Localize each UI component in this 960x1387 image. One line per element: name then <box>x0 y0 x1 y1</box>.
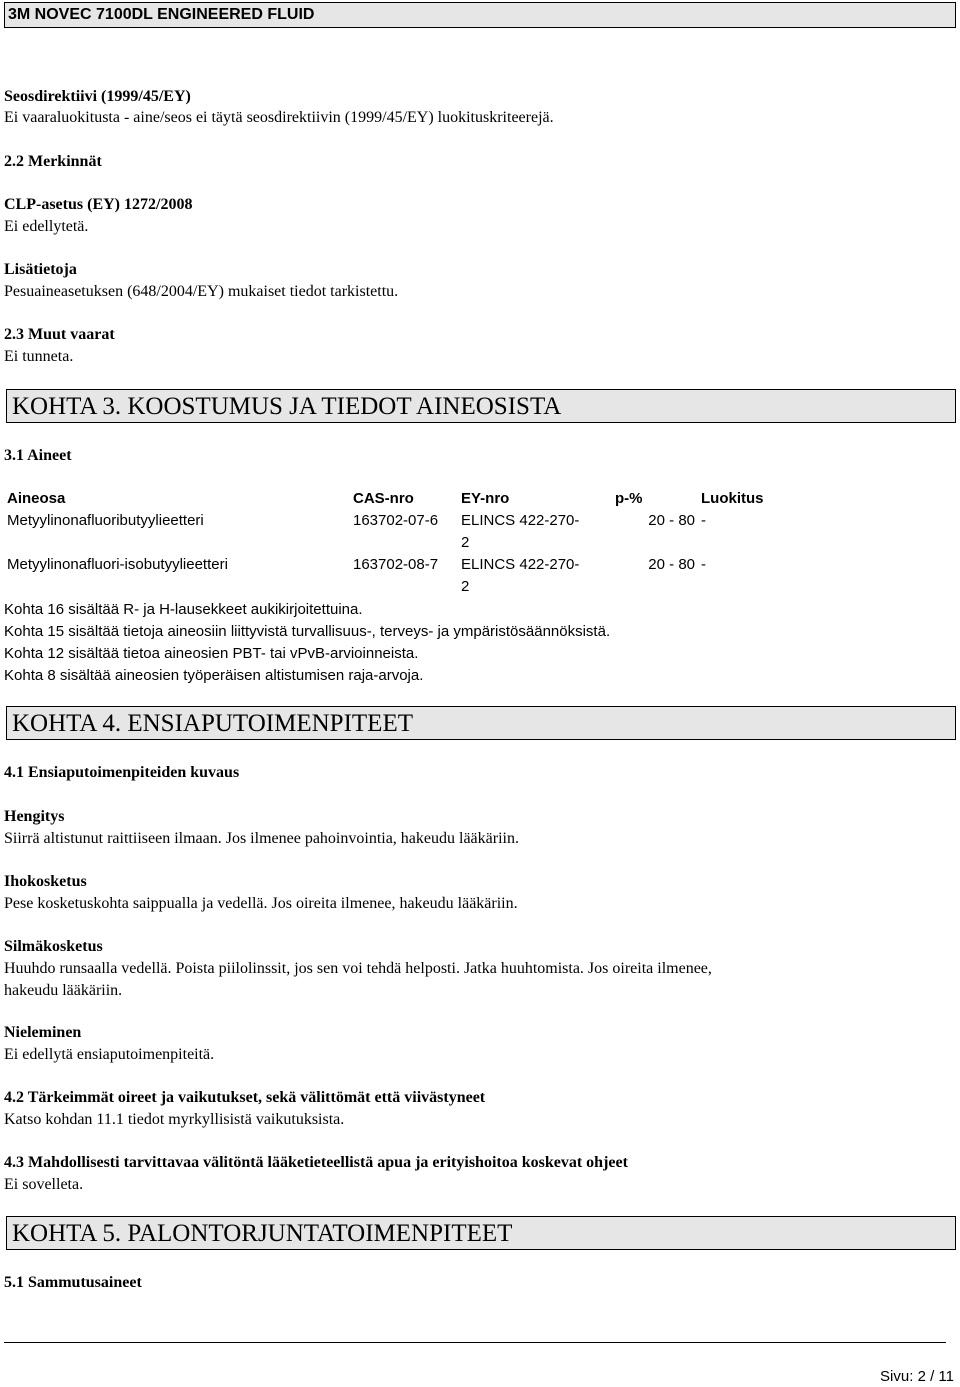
s51-heading: 5.1 Sammutusaineet <box>4 1274 142 1291</box>
section-3-banner <box>6 389 956 423</box>
col-header-aineosa: Aineosa <box>7 490 66 507</box>
s42-heading: 4.2 Tärkeimmät oireet ja vaikutukset, sekä välittömät että viivästyneet <box>4 1089 486 1106</box>
silmakosketus-heading: Silmäkosketus <box>4 938 103 955</box>
s23-text: Ei tunneta. <box>4 348 74 365</box>
table-row <box>4 510 767 554</box>
cell-ey-line1: ELINCS 422-270- <box>461 556 580 573</box>
note-kohta-16: Kohta 16 sisältää R- ja H-lausekkeet aukikirjoitettuina. <box>4 601 363 618</box>
note-kohta-8: Kohta 8 sisältää aineosien työperäisen altistumisen raja-arvoja. <box>4 667 424 684</box>
cell-ey-line1: ELINCS 422-270- <box>461 512 580 529</box>
s23-heading: 2.3 Muut vaarat <box>4 326 115 343</box>
lisatietoja-text: Pesuaineasetuksen (648/2004/EY) mukaiset tiedot tarkistettu. <box>4 283 399 300</box>
hengitys-text: Siirrä altistunut raittiiseen ilmaan. Jos ilmenee pahoinvointia, hakeudu lääkäriin. <box>4 830 519 847</box>
hengitys-heading: Hengitys <box>4 808 65 825</box>
cell-pct-high: 80 <box>678 556 695 573</box>
page-separator: / <box>930 1368 935 1385</box>
cell-cas: 163702-07-6 <box>353 512 439 529</box>
cell-ey-line2: 2 <box>461 534 470 551</box>
col-header-pct: p-% <box>615 490 643 507</box>
cell-pct-sep: - <box>669 556 675 573</box>
cell-cas: 163702-08-7 <box>353 556 439 573</box>
page-total: 11 <box>938 1368 954 1385</box>
section-5-banner <box>6 1216 956 1250</box>
document-header <box>4 2 956 28</box>
silmakosketus-text-2: hakeudu lääkäriin. <box>4 982 123 999</box>
cell-ey-line2: 2 <box>461 578 470 595</box>
col-header-luokitus: Luokitus <box>701 490 764 507</box>
s42-text: Katso kohdan 11.1 tiedot myrkyllisistä vaikutuksista. <box>4 1111 345 1128</box>
section-5-title: KOHTA 5. PALONTORJUNTATOIMENPITEET <box>12 1220 513 1247</box>
lisatietoja-heading: Lisätietoja <box>4 261 77 278</box>
nieleminen-text: Ei edellytä ensiaputoimenpiteitä. <box>4 1046 215 1063</box>
ingredients-table <box>4 488 767 598</box>
cell-ey <box>458 554 612 598</box>
table-header-row <box>4 488 767 510</box>
page-label: Sivu: <box>880 1368 914 1385</box>
cell-ey <box>458 510 612 554</box>
note-kohta-12: Kohta 12 sisältää tietoa aineosien PBT- tai vPvB-arvioinneista. <box>4 645 419 662</box>
ihokosketus-heading: Ihokosketus <box>4 873 87 890</box>
s22-heading: 2.2 Merkinnät <box>4 153 102 170</box>
product-title: 3M NOVEC 7100DL ENGINEERED FLUID <box>8 6 315 23</box>
silmakosketus-text-1: Huuhdo runsaalla vedellä. Poista piilolinssit, jos sen voi tehdä helposti. Jatka huuhtomista. Jos oireita ilmenee, <box>4 960 712 977</box>
footer-rule <box>4 1342 946 1343</box>
page-current: 2 <box>917 1368 926 1385</box>
ihokosketus-text: Pese kosketuskohta saippualla ja vedellä. Jos oireita ilmenee, hakeudu lääkäriin. <box>4 895 518 912</box>
clp-heading: CLP-asetus (EY) 1272/2008 <box>4 196 193 213</box>
cell-pct <box>612 510 698 554</box>
cell-pct-low: 20 <box>648 556 665 573</box>
nieleminen-heading: Nieleminen <box>4 1024 82 1041</box>
cell-pct-low: 20 <box>648 512 665 529</box>
s1-heading: Seosdirektiivi (1999/45/EY) <box>4 88 191 105</box>
cell-pct-sep: - <box>669 512 675 529</box>
s1-text: Ei vaaraluokitusta - aine/seos ei täytä seosdirektiivin (1999/45/EY) luokituskriteerejä. <box>4 109 554 126</box>
section-4-banner <box>6 706 956 740</box>
cell-pct <box>612 554 698 598</box>
col-header-cas: CAS-nro <box>353 490 414 507</box>
s31-heading: 3.1 Aineet <box>4 447 72 464</box>
s43-text: Ei sovelleta. <box>4 1176 84 1193</box>
cell-luokitus: - <box>701 556 706 573</box>
s41-heading: 4.1 Ensiaputoimenpiteiden kuvaus <box>4 764 240 781</box>
note-kohta-15: Kohta 15 sisältää tietoja aineosiin liittyvistä turvallisuus-, terveys- ja ympäristösäännöksistä. <box>4 623 611 640</box>
page-number <box>880 1368 954 1386</box>
cell-luokitus: - <box>701 512 706 529</box>
cell-pct-high: 80 <box>678 512 695 529</box>
section-3-title: KOHTA 3. KOOSTUMUS JA TIEDOT AINEOSISTA <box>12 393 562 420</box>
s43-heading: 4.3 Mahdollisesti tarvittavaa välitöntä lääketieteellistä apua ja erityishoitoa koskevat ohjeet <box>4 1154 628 1171</box>
table-row <box>4 554 767 598</box>
cell-name: Metyylinonafluori-isobutyylieetteri <box>7 556 228 573</box>
section-4-title: KOHTA 4. ENSIAPUTOIMENPITEET <box>12 710 413 737</box>
cell-name: Metyylinonafluoributyylieetteri <box>7 512 204 529</box>
col-header-ey: EY-nro <box>461 490 510 507</box>
clp-text: Ei edellytetä. <box>4 218 89 235</box>
